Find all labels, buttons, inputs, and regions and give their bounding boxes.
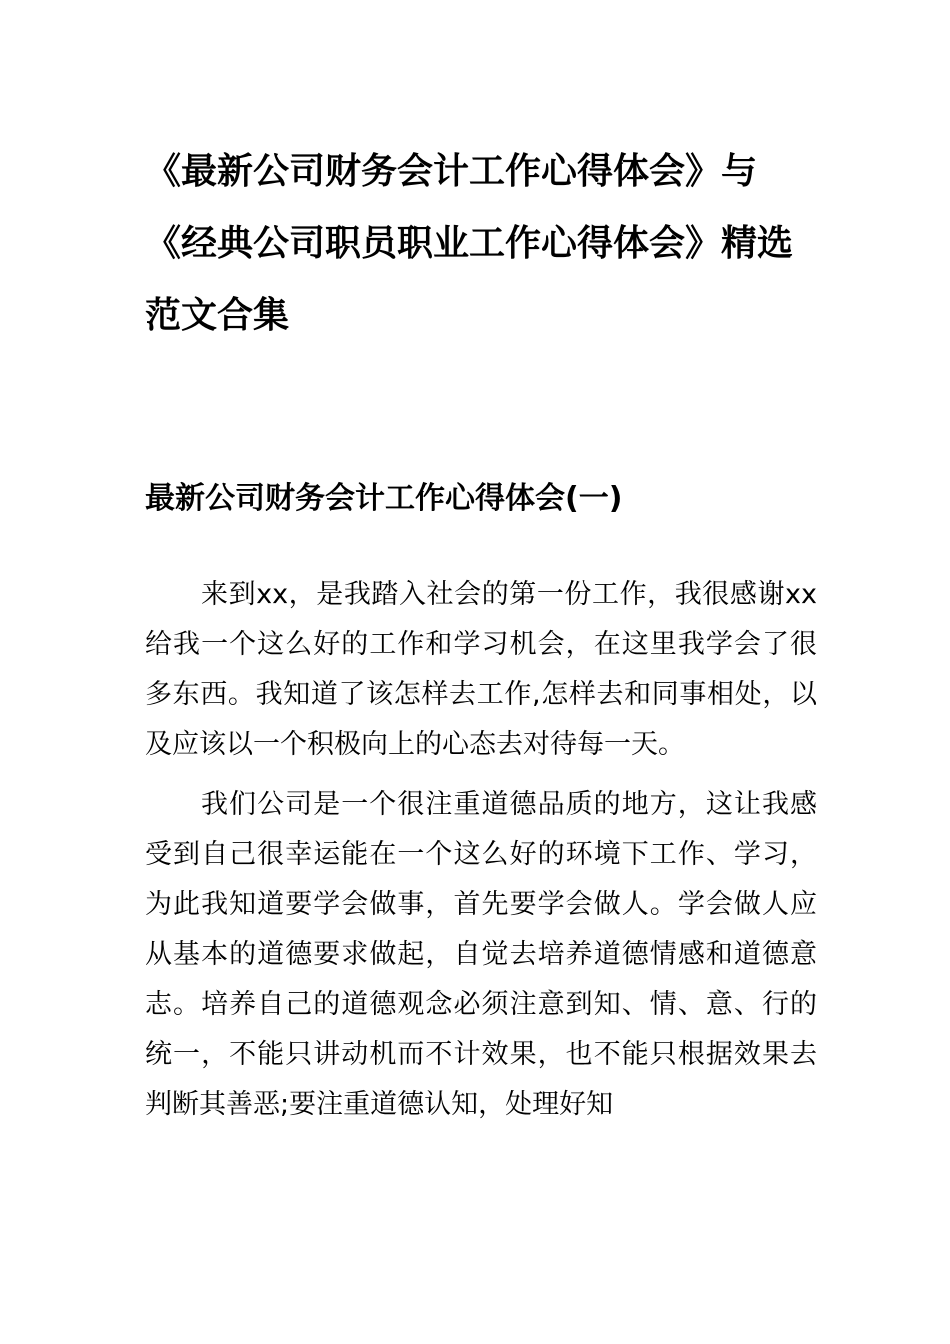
paragraph-1: 来到xx，是我踏入社会的第一份工作，我很感谢xx给我一个这么好的工作和学习机会，在这里我学会了很多东西。我知道了该怎样去工作,怎样去和同事相处，以及应该以一个积极向上的心态去对待每一天。 — [145, 579, 817, 760]
document-title: 《最新公司财务会计工作心得体会》与《经典公司职员职业工作心得体会》精选范文合集 — [145, 151, 794, 336]
paragraph-2: 我们公司是一个很注重道德品质的地方，这让我感受到自己很幸运能在一个这么好的环境下工作、学习，为此我知道要学会做事，首先要学会做人。学会做人应从基本的道德要求做起，自觉去培养道德情感和道德意志。培养自己的道德观念必须注意到知、情、意、行的统一，不能只讲动机而不计效果，也不能只根据效果去判断其善恶;要注重道德认知，处理好知 — [145, 789, 817, 1120]
body-text — [145, 570, 817, 1140]
section-heading: 最新公司财务会计工作心得体会(一) — [145, 481, 623, 516]
